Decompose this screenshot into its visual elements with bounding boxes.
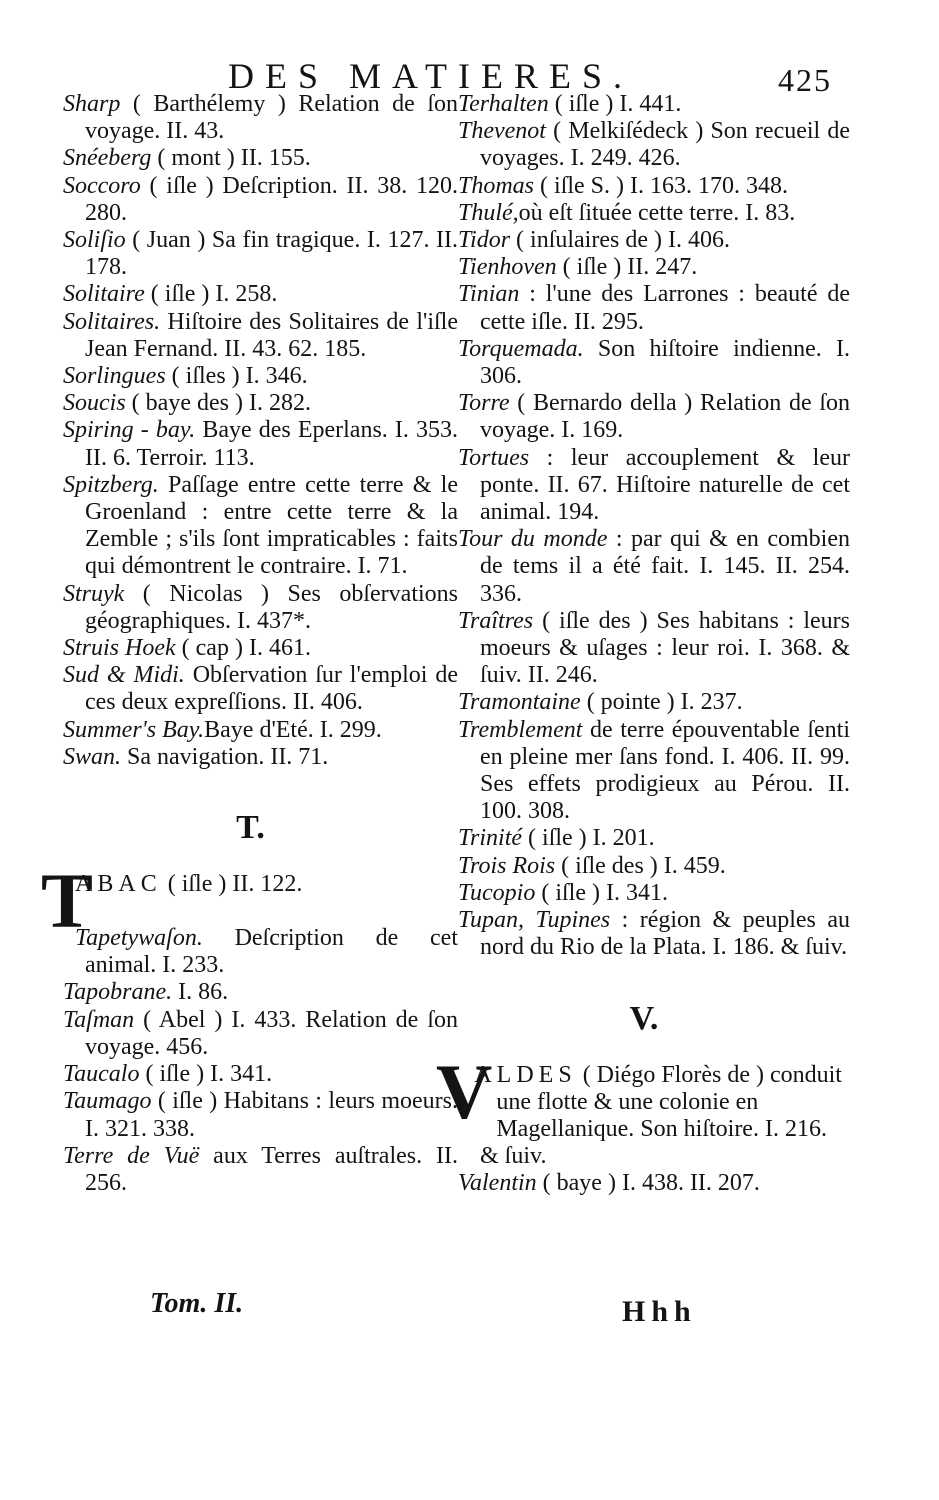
index-entry — [458, 445, 850, 527]
lead-word: ALDES — [474, 1061, 577, 1088]
index-entry — [63, 227, 458, 281]
index-entry — [458, 254, 850, 281]
lead-entry-text: ( iſle ) II. 122. — [161, 871, 303, 898]
volume-signature: Tom. II. — [150, 1288, 244, 1319]
index-entry — [63, 390, 458, 417]
index-entry — [458, 689, 850, 716]
entry-headword: Tienhoven — [458, 254, 557, 281]
entry-headword: Trois Rois — [458, 852, 556, 879]
index-entry — [458, 1170, 850, 1197]
entry-text: ( iſle ) II. 247. — [556, 254, 698, 281]
entry-headword: Sorlingues — [63, 363, 166, 390]
index-entry — [63, 717, 458, 744]
entry-text: I. 86. — [172, 979, 229, 1006]
index-entry — [63, 91, 458, 145]
index-entry — [63, 662, 458, 716]
index-entry — [458, 526, 850, 608]
entry-text: ( iſle ) I. 341. — [535, 879, 668, 906]
index-entry — [63, 925, 458, 979]
index-entry — [63, 744, 458, 771]
entry-headword: Tapobrane. — [63, 979, 173, 1006]
entry-headword: Tidor — [458, 227, 511, 254]
entry-headword: Taumago — [63, 1088, 152, 1115]
entry-text: Hiſtoire des Solitaires de l'iſle Jean Fernand. II. 43. 62. 185. — [85, 308, 458, 362]
index-entry — [458, 608, 850, 690]
entry-headword: Tramontaine — [458, 689, 581, 716]
gathering-signature: Hhh — [622, 1295, 697, 1328]
index-entry — [63, 581, 458, 635]
entry-list-s — [63, 91, 458, 771]
running-head: DES MATIERES. — [228, 56, 634, 96]
index-entry — [63, 1007, 458, 1061]
index-entry — [63, 1143, 458, 1197]
entry-headword: Terhalten — [458, 91, 549, 117]
entry-text: aux Terres auſtrales. II. 256. — [85, 1142, 459, 1196]
entry-text: ( mont ) II. 155. — [151, 145, 311, 172]
entry-text: ( iſle ) Deſcription. II. 38. 120. 280. — [85, 172, 458, 226]
index-entry — [63, 1088, 458, 1142]
entry-headword: Torre — [458, 390, 510, 417]
entry-text: ( Juan ) Sa fin tragique. I. 127. II. 178. — [85, 227, 458, 281]
index-entry — [458, 390, 850, 444]
lead-word: ABAC — [75, 871, 162, 898]
entry-text: de terre épouventable ſenti en pleine mer ſans fond. I. 406. II. 99. Ses effets prodigieux au Pérou. II. 100. 308. — [480, 716, 850, 825]
index-entry — [458, 717, 850, 826]
entry-headword: Tinian — [458, 281, 520, 308]
entry-headword: Valentin — [458, 1170, 537, 1197]
index-entry — [63, 1061, 458, 1088]
entry-list-v — [458, 1170, 850, 1197]
entry-text: : par qui & en combien de tems il a été fait. I. 145. II. 254. 336. — [480, 526, 850, 607]
entry-headword: Torquemada. — [458, 335, 584, 362]
entry-text: ( iſle S. ) I. 163. 170. 348. — [534, 172, 789, 199]
index-column-right — [436, 91, 850, 1198]
entry-text: ( baye ) I. 438. II. 207. — [536, 1170, 760, 1197]
entry-headword: Summer's Bay. — [63, 716, 205, 743]
index-entry — [458, 200, 850, 227]
entry-text: Deſcription de cet animal. I. 233. — [85, 925, 458, 979]
section-heading-t: T. — [236, 809, 265, 847]
entry-headword: Sharp — [63, 91, 121, 117]
entry-list-t-continued — [458, 91, 850, 962]
entry-text: ( iſles ) I. 346. — [165, 363, 308, 390]
entry-text: ( iſle ) Habitans : leurs moeurs. I. 321. 338. — [85, 1088, 458, 1142]
entry-text: ( Abel ) I. 433. Relation de ſon voyage. 456. — [85, 1006, 458, 1060]
entry-headword: Taſman — [63, 1006, 135, 1033]
index-entry — [458, 173, 850, 200]
entry-headword: Tupan, Tupines — [458, 907, 611, 934]
entry-headword: Tremblement — [458, 716, 583, 743]
entry-text: : leur accouplement & leur ponte. II. 67. Hiſtoire naturelle de cet animal. 194. — [480, 444, 850, 526]
index-entry — [458, 227, 850, 254]
entry-headword: Spitzberg. — [63, 471, 159, 498]
entry-text: Obſervation ſur l'emploi de ces deux expreſſions. II. 406. — [85, 662, 459, 716]
index-entry — [458, 91, 850, 118]
entry-text: ( iſle des ) Ses habitans : leurs moeurs & uſages : leur roi. I. 368. & ſuiv. II. 246. — [480, 607, 850, 689]
entry-headword: Tapetywaſon. — [75, 925, 203, 952]
drop-cap-t: T — [41, 857, 94, 945]
entry-headword: Trinité — [458, 825, 523, 852]
entry-headword: Tucopio — [458, 879, 536, 906]
entry-text: ( Nicolas ) Ses obſervations géographiques. I. 437*. — [85, 580, 458, 634]
entry-headword: Tortues — [458, 444, 530, 471]
index-entry — [63, 309, 458, 363]
index-column-left — [41, 91, 459, 1197]
index-entry — [63, 173, 458, 227]
entry-headword: Spiring - bay. — [63, 417, 196, 444]
entry-text: ( iſle ) I. 258. — [144, 281, 278, 308]
entry-headword: Snéeberg — [63, 145, 152, 172]
entry-text: ( iſle ) I. 341. — [139, 1061, 273, 1088]
drop-cap-v: V — [436, 1047, 493, 1135]
entry-text: Paſſage entre cette terre & le Groenland : entre cette terre & la Zemble ; s'ils ſont impraticables : faits qui démontrent le contraire. I. 71. — [85, 471, 458, 580]
entry-headword: Soccoro — [63, 172, 141, 199]
index-entry — [458, 880, 850, 907]
entry-headword: Taucalo — [63, 1061, 140, 1088]
index-entry — [63, 472, 458, 581]
entry-text: ( Melkiſédeck ) Son recueil de voyages. I. 249. 426. — [480, 118, 850, 172]
entry-text: ( iſle des ) I. 459. — [555, 852, 726, 879]
entry-text: Baye des Eperlans. I. 353. II. 6. Terroir. 113. — [85, 417, 459, 471]
entry-headword: Sud & Midi. — [63, 662, 185, 689]
entry-headword: Struyk — [63, 580, 125, 607]
entry-text: ( iſle ) I. 201. — [522, 825, 655, 852]
entry-text: : région & peuples au nord du Rio de la Plata. I. 186. & ſuiv. — [480, 907, 850, 961]
entry-headword: Solitaire — [63, 281, 145, 308]
entry-text: ( pointe ) I. 237. — [580, 689, 743, 716]
section-heading-v: V. — [629, 999, 659, 1037]
entry-headword: Thomas — [458, 172, 535, 199]
entry-headword: Terre de Vuë — [63, 1142, 200, 1169]
entry-text: Sa navigation. II. 71. — [121, 743, 329, 770]
index-entry — [458, 825, 850, 852]
entry-text: ( iſle ) I. 441. — [548, 91, 682, 117]
index-entry — [458, 281, 850, 335]
entry-headword: Swan. — [63, 743, 122, 770]
index-entry — [458, 907, 850, 961]
index-entry — [63, 979, 458, 1006]
index-entry — [63, 145, 458, 172]
index-entry — [458, 336, 850, 390]
entry-headword: Thevenot — [458, 118, 546, 145]
entry-text: Baye d'Eté. I. 299. — [204, 716, 382, 743]
entry-headword: Soliſio — [63, 227, 126, 254]
entry-headword: Soucis — [63, 390, 126, 417]
entry-text: ( Bernardo della ) Relation de ſon voyage. I. 169. — [480, 390, 850, 444]
entry-headword: Tour du monde — [458, 526, 608, 553]
entry-text: ( Barthélemy ) Relation de ſon voyage. II. 43. — [85, 91, 458, 145]
entry-headword: Struis Hoek — [63, 635, 176, 662]
index-entry — [63, 281, 458, 308]
entry-text: où eſt ſituée cette terre. I. 83. — [518, 199, 796, 226]
lead-entry-text: ( Diégo Florès de ) conduit une flotte & une colonie en Magellanique. Son hiſtoire. I. 216. & ſuiv. — [480, 1061, 842, 1170]
index-entry — [458, 853, 850, 880]
entry-text: ( inſulaires de ) I. 406. — [510, 227, 730, 254]
index-entry — [63, 363, 458, 390]
entry-text: Son hiſtoire indienne. I. 306. — [480, 335, 850, 390]
index-entry — [63, 417, 458, 471]
page-number: 425 — [778, 62, 832, 98]
entry-headword: Traîtres — [458, 607, 534, 634]
entry-text: ( baye des ) I. 282. — [125, 390, 311, 417]
entry-text: : l'une des Larrones : beauté de cette iſle. II. 295. — [480, 281, 850, 335]
entry-headword: Thulé, — [458, 199, 519, 226]
lead-entry-valdes — [436, 1047, 850, 1171]
index-entry — [63, 635, 458, 662]
entry-headword: Solitaires. — [63, 308, 161, 335]
entry-list-t — [63, 925, 458, 1197]
index-entry — [458, 118, 850, 172]
entry-text: ( cap ) I. 461. — [175, 635, 311, 662]
